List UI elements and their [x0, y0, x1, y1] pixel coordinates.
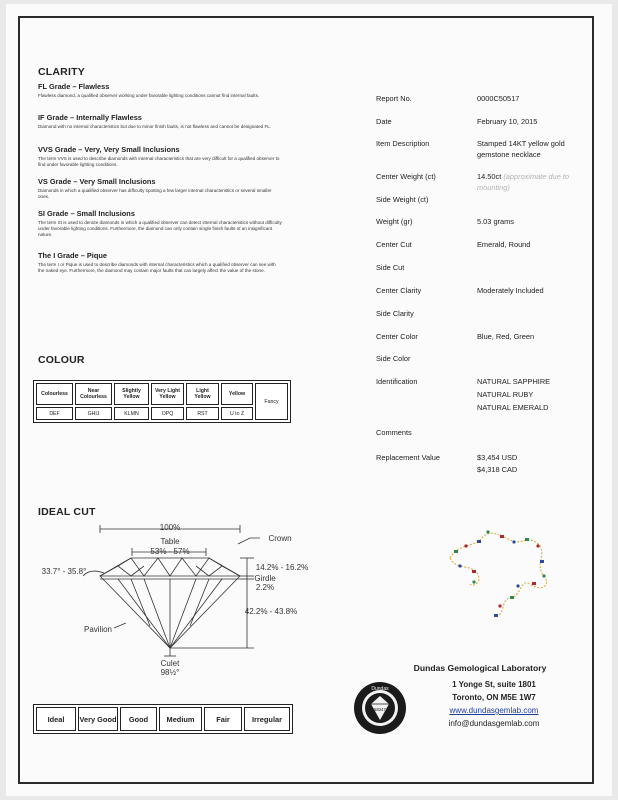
center-color-value: Blue, Red, Green — [477, 332, 535, 341]
colour-grade: RST — [186, 407, 219, 420]
label-pavilion-range: 42.2% - 43.8% — [244, 607, 298, 616]
grade-title: SI Grade – Small Inclusions — [38, 209, 135, 218]
label-table: Table — [160, 537, 180, 546]
weight-gr-value: 5.03 grams — [477, 217, 514, 226]
colour-header: Yellow — [221, 383, 253, 405]
colour-grade: OPQ — [151, 407, 184, 420]
label-table-range: 53% - 57% — [150, 547, 190, 556]
cut-grade: Very Good — [78, 707, 118, 731]
item-description-value: Stamped 14KT yellow gold gemstone necklace — [477, 139, 565, 159]
label-crown-angle: 33.7° - 35.8° — [41, 567, 87, 576]
center-weight-label: Center Weight (ct) — [376, 172, 436, 181]
colour-grade: DEF — [36, 407, 73, 420]
lab-address-2: Toronto, ON M5E 1W7 — [452, 693, 536, 702]
replacement-value-cad: $4,318 CAD — [477, 465, 518, 474]
center-color-label: Center Color — [376, 332, 418, 341]
grade-title: VS Grade – Very Small Inclusions — [38, 177, 156, 186]
colour-header: Light Yellow — [186, 383, 219, 405]
grade-desc: The term I or Pique is used to describe diamonds with internal characteristics which a qualified observer can see with the naked eye. Furthermore, the diamond may contain major faults that can largely affect the value of the stone. — [38, 262, 276, 274]
side-weight-label: Side Weight (ct) — [376, 195, 429, 204]
label-culet: Culet — [160, 659, 180, 668]
seal-id: 58247 — [374, 707, 386, 712]
item-description-label: Item Description — [376, 139, 430, 148]
lab-name: Dundas Gemological Laboratory — [413, 663, 547, 673]
clarity-grade-si — [38, 209, 283, 239]
grade-title: FL Grade – Flawless — [38, 82, 110, 91]
center-cut-value: Emerald, Round — [477, 240, 531, 249]
cut-grade: Irregular — [244, 707, 290, 731]
colour-grade: GHIJ — [75, 407, 112, 420]
report-no-value: 0000C50517 — [477, 94, 520, 103]
cut-grade: Ideal — [36, 707, 76, 731]
label-crown: Crown — [268, 534, 292, 543]
center-cut-label: Center Cut — [376, 240, 412, 249]
ideal-cut-diagram — [28, 518, 328, 678]
clarity-grade-fl — [38, 82, 283, 99]
cut-grade: Fair — [204, 707, 242, 731]
grade-title: The I Grade – Pique — [38, 251, 107, 260]
seal-text: Dundas — [371, 686, 389, 692]
clarity-grade-vvs — [38, 145, 283, 168]
identification-value-2: NATURAL RUBY — [477, 390, 534, 399]
center-clarity-value: Moderately Included — [477, 286, 544, 295]
center-weight-value — [477, 171, 595, 193]
clarity-grade-if — [38, 113, 283, 130]
weight-gr-label: Weight (gr) — [376, 217, 413, 226]
side-color-label: Side Color — [376, 354, 411, 363]
grade-desc: The term SI is used to denote diamonds in which a qualified observer can detect internal characteristics without difficulty under favorable lighting conditions. Furthermore, the diamond can only contain single finish faults of an insignificant nature. — [38, 220, 282, 238]
grade-desc: Flawless diamond, a qualified observer working under favorable lighting conditions cannot find internal faults. — [38, 93, 260, 98]
ideal-cut-heading: IDEAL CUT — [38, 506, 96, 518]
colour-header-fancy: Fancy — [255, 383, 288, 420]
colour-scale-table — [33, 380, 291, 423]
label-culet-value: 98½° — [160, 668, 180, 677]
colour-header: Very Light Yellow — [151, 383, 184, 405]
identification-value-1: NATURAL SAPPHIRE — [477, 377, 551, 386]
cut-grade: Good — [120, 707, 157, 731]
grade-title: IF Grade – Internally Flawless — [38, 113, 142, 122]
grade-title: VVS Grade – Very, Very Small Inclusions — [38, 145, 180, 154]
replacement-value-usd: $3,454 USD — [477, 453, 518, 462]
date-label: Date — [376, 117, 392, 126]
clarity-grade-vs — [38, 177, 283, 200]
cut-grade-table — [33, 704, 293, 734]
clarity-heading: CLARITY — [38, 66, 85, 78]
cut-grade: Medium — [159, 707, 202, 731]
side-clarity-label: Side Clarity — [376, 309, 414, 318]
label-girdle: Girdle — [254, 574, 276, 583]
lab-email: info@dundasgemlab.com — [448, 719, 540, 728]
comments-label: Comments — [376, 428, 412, 437]
label-crown-range: 14.2% - 16.2% — [255, 563, 309, 572]
side-cut-label: Side Cut — [376, 263, 405, 272]
center-weight-amount: 14.50ct — [477, 172, 502, 181]
lab-address-1: 1 Yonge St, suite 1801 — [452, 680, 536, 689]
lab-website-link[interactable]: www.dundasgemlab.com — [449, 706, 539, 715]
report-no-label: Report No. — [376, 94, 412, 103]
colour-header: Near Colourless — [75, 383, 112, 405]
colour-grade: U to Z — [221, 407, 253, 420]
grade-desc: Diamonds in which a qualified observer has difficulty spotting a few larger internal characteristics or several smaller ones. — [38, 188, 272, 200]
grade-desc: Diamond with no internal characteristics but due to minor finish faults, is not flawless and cannot be designated FL. — [38, 124, 272, 129]
necklace-photo — [430, 520, 565, 630]
date-value: February 10, 2015 — [477, 117, 538, 126]
label-100pct: 100% — [159, 523, 181, 532]
center-weight-note: (approximate due to mounting) — [477, 172, 570, 192]
identification-value-3: NATURAL EMERALD — [477, 403, 549, 412]
grade-desc: The term VVS is used to describe diamonds with internal characteristics that are very difficult for a qualified observer to find under favorable lighting conditions. — [38, 156, 280, 168]
clarity-grade-i — [38, 251, 283, 274]
colour-grade: KLMN — [114, 407, 149, 420]
colour-heading: COLOUR — [38, 354, 85, 366]
colour-header: Slightly Yellow — [114, 383, 149, 405]
colour-header: Colourless — [36, 383, 73, 405]
label-pavilion: Pavilion — [83, 625, 113, 634]
lab-seal-logo — [352, 680, 408, 736]
identification-label: Identification — [376, 377, 418, 386]
label-girdle-value: 2.2% — [255, 583, 275, 592]
center-clarity-label: Center Clarity — [376, 286, 422, 295]
replacement-value-label: Replacement Value — [376, 453, 440, 462]
